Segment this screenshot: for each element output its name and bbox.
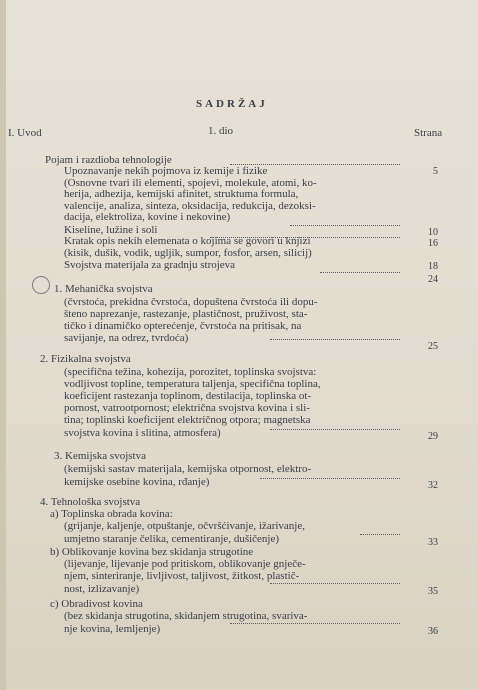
toc-line: umjetno staranje čelika, cementiranje, dušičenje) [64, 533, 280, 545]
toc-line: valencije, analiza, sinteza, oksidacija, redukcija, dezoksi- [64, 200, 316, 212]
dot-leader [270, 582, 400, 584]
part-uvod: I. Uvod [8, 127, 42, 139]
toc-title: SADRŽAJ [196, 98, 268, 110]
toc-line: (kisik, dušik, vodik, ugljik, sumpor, fosfor, arsen, silicij) [64, 247, 312, 259]
toc-line: kemijske osebine kovina, rđanje) [64, 476, 210, 488]
toc-line: nost, izlizavanje) [64, 583, 140, 595]
page-number: 18 [428, 261, 438, 272]
toc-line: vodljivost topline, temperatura taljenja, specifična toplina, [64, 378, 321, 390]
dot-leader [360, 533, 400, 535]
page-number: 16 [428, 238, 438, 249]
toc-line: njem, sinteriranje, livljivost, taljivost, žitkost, plastič- [64, 570, 300, 582]
page-number: 29 [428, 431, 438, 442]
part-dio: 1. dio [208, 125, 234, 137]
toc-line: (kemijski sastav materijala, kemijska otpornost, elektro- [64, 463, 312, 475]
toc-line: (grijanje, kaljenje, otpuštanje, očvršćivanje, ižarivanje, [64, 520, 305, 532]
page-number: 10 [428, 227, 438, 238]
toc-line: pornost, vatrootpornost; električna svojstva kovina i sli- [64, 402, 310, 414]
toc-line: herija, adhezija, kemijski afinitet, struktuma formula, [64, 188, 299, 200]
toc-line: 4. Tehnološka svojstva [40, 496, 141, 508]
dot-leader [270, 338, 400, 340]
toc-line: koeficijent rastezanja toplinom, destilacija, toplinska ot- [64, 390, 312, 402]
toc-line: savijanje, na odrez, tvrdoća) [64, 332, 189, 344]
pen-circle-mark [32, 276, 50, 294]
dot-leader [290, 224, 400, 226]
toc-line: (lijevanje, lijevanje pod pritiskom, oblikovanje gnječe- [64, 558, 306, 570]
toc-line: b) Oblikovanje kovina bez skidanja strugotine [50, 546, 254, 558]
toc-line: 2. Fizikalna svojstva [40, 353, 131, 365]
dot-leader [320, 271, 400, 273]
page-number: 5 [433, 166, 438, 177]
toc-line: tina; toplinski koeficijent električnog otpora; magnetska [64, 414, 311, 426]
toc-line: a) Toplinska obrada kovina: [50, 508, 173, 520]
toc-line: Upoznavanje nekih pojmova iz kemije i fizike [64, 165, 268, 177]
toc-line: (Osnovne tvari ili elementi, spojevi, molekule, atomi, ko- [64, 177, 317, 189]
dot-leader [230, 622, 400, 624]
toc-line: 1. Mehanička svojstva [54, 283, 153, 295]
toc-line: nje kovina, lemljenje) [64, 623, 161, 635]
page-number: 25 [428, 341, 438, 352]
toc-line: šteno naprezanje, rastezanje, plastičnost, pruživost, sta- [64, 308, 308, 320]
page-number: 35 [428, 586, 438, 597]
toc-line: Kiseline, lužine i soli [64, 224, 158, 236]
page-number: 33 [428, 537, 438, 548]
toc-line: Svojstva materijala za gradnju strojeva [64, 259, 236, 271]
toc-line: tičko i dinamičko opterećenje, čvrstoća na pritisak, na [64, 320, 302, 332]
page-edge [0, 0, 6, 690]
toc-line: svojstva kovina i slitina, atmosfera) [64, 427, 221, 439]
toc-line: 3. Kemijska svojstva [54, 450, 146, 462]
toc-line: Kratak opis nekih elemenata o kojima se govori u knjizi [64, 235, 311, 247]
dot-leader [260, 477, 400, 479]
toc-line: (čvrstoća, prekidna čvrstoća, dopuštena čvrstoća ili dopu- [64, 296, 318, 308]
dot-leader [230, 163, 400, 165]
toc-line: c) Obradivost kovina [50, 598, 143, 610]
toc-line: dacija, elektroliza, kovine i nekovine) [64, 211, 231, 223]
dot-leader [210, 236, 400, 238]
toc-line: Pojam i razdioba tehnologije [45, 154, 172, 166]
toc-line: (specifična težina, kohezija, porozitet, toplinska svojstva: [64, 366, 317, 378]
page-number: 32 [428, 480, 438, 491]
dot-leader [270, 428, 400, 430]
page-number: 24 [428, 274, 438, 285]
page-number: 36 [428, 626, 438, 637]
toc-line: (bez skidanja strugotina, skidanjem strugotina, svariva- [64, 610, 308, 622]
strana-header: Strana [414, 127, 443, 139]
